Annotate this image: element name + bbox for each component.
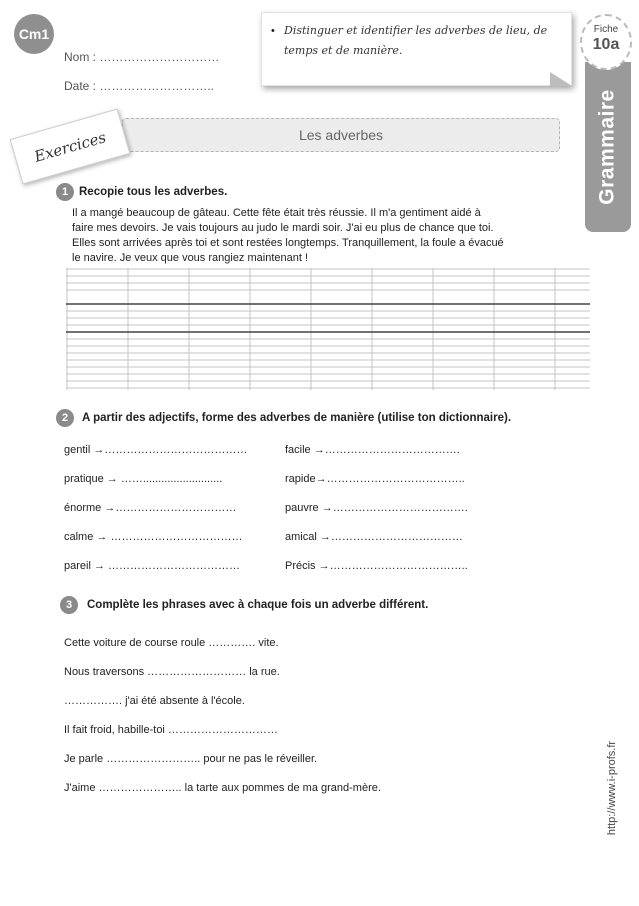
question-3-number: 3 <box>60 596 78 614</box>
question-2-title: A partir des adjectifs, forme des adverbes de manière (utilise ton dictionnaire). <box>82 412 512 424</box>
bullet-icon: • <box>271 25 275 37</box>
question-1-number: 1 <box>56 183 74 201</box>
adjective-line[interactable]: gentil →………………………………… <box>64 444 248 456</box>
text-line: le navire. Je veux que vous rangiez maintenant ! <box>72 252 309 264</box>
text-line: faire mes devoirs. Je vais toujours au judo le mardi soir. J'ai eu plus de chance que toi. <box>72 222 494 234</box>
subject-tab <box>585 62 631 232</box>
page-fold-icon <box>550 72 572 86</box>
text-line: Il a mangé beaucoup de gâteau. Cette fête était très réussie. Il m'a gentiment aidé à <box>72 207 481 219</box>
sentence-line[interactable]: Je parle …………………….. pour ne pas le réveiller. <box>64 753 318 765</box>
footer-url <box>598 718 626 858</box>
adjective-line[interactable]: calme → ……………………………… <box>64 531 243 543</box>
subject-tab-label: Grammaire <box>596 89 619 205</box>
adjective-line[interactable]: énorme →…………………………… <box>64 502 237 514</box>
name-field[interactable]: Nom : ………………………… <box>64 50 220 64</box>
footer-url-text: http://www.i-profs.fr <box>606 740 619 836</box>
question-1-title: Recopie tous les adverbes. <box>79 186 228 198</box>
question-1-text <box>72 206 572 266</box>
fiche-label: Fiche <box>593 24 619 35</box>
adjective-line[interactable]: Précis →……………………………….. <box>285 560 468 572</box>
adjective-line[interactable]: pratique → …….......................... <box>64 473 223 485</box>
exercises-badge <box>10 108 131 184</box>
objective-text: Distinguer et identifier les adverbes de lieu, de temps et de manière. <box>284 24 548 57</box>
adjective-line[interactable]: amical →……………………………… <box>285 531 463 543</box>
adjective-line[interactable]: pauvre →………………………………. <box>285 502 468 514</box>
writing-grid[interactable] <box>66 268 590 390</box>
question-3-title: Complète les phrases avec à chaque fois un adverbe différent. <box>87 599 429 611</box>
sentence-line[interactable]: ……………. j'ai été absente à l'école. <box>64 695 245 707</box>
sentence-line[interactable]: Cette voiture de course roule …………. vite. <box>64 637 279 649</box>
date-field[interactable]: Date : ……………………….. <box>64 79 215 93</box>
adjective-line[interactable]: pareil → ……………………………… <box>64 560 241 572</box>
adjective-line[interactable]: rapide→……………………………….. <box>285 473 465 485</box>
fiche-badge <box>580 14 632 70</box>
adjective-line[interactable]: facile →………………………………. <box>285 444 460 456</box>
level-badge: Cm1 <box>14 14 54 54</box>
sentence-line[interactable]: J'aime ………………….. la tarte aux pommes de ma grand-mère. <box>64 782 381 794</box>
objective-card <box>261 12 572 86</box>
sentence-line[interactable]: Il fait froid, habille-toi ………………………… <box>64 724 278 736</box>
question-2-number: 2 <box>56 409 74 427</box>
exercises-badge-label: Exercices <box>32 127 108 166</box>
sentence-line[interactable]: Nous traversons ……………………… la rue. <box>64 666 280 678</box>
fiche-number: 10a <box>592 36 620 53</box>
text-line: Elles sont arrivées après toi et sont restées longtemps. Tranquillement, la foule a évacué <box>72 237 504 249</box>
section-title: Les adverbes <box>122 118 560 152</box>
